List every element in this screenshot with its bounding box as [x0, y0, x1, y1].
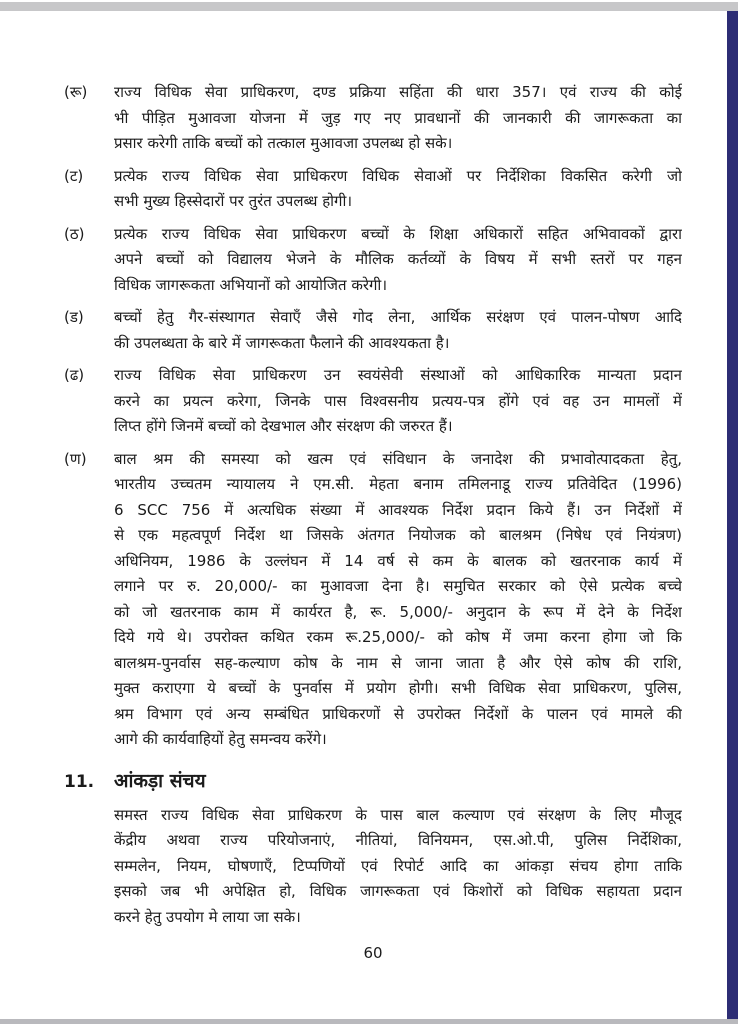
text-line: भी पीड़ित मुआवजा योजना में जुड़ गए नए प्रावधानों की जानकारी की जागरूकता का — [114, 108, 682, 127]
scan-edge-right — [727, 11, 738, 1020]
list-item-4 — [64, 305, 682, 356]
section-body-indent — [64, 803, 114, 931]
text-line: भारतीय उच्चतम न्यायालय ने एम.सी. मेहता बनाम तमिलनाडू राज्य प्रतिवेदित (1996) — [114, 475, 682, 493]
text-line: राज्य विधिक सेवा प्राधिकरण, दण्ड प्रक्रिया सहिंता की धारा 357। एवं राज्य की कोई — [114, 83, 682, 101]
text-line: लगाने पर रु. 20,000/- का मुआवजा देना है। समुचित सरकार को ऐसे प्रत्येक बच्चे — [114, 577, 682, 595]
text-line: बालश्रम-पुनर्वास सह-कल्याण कोष के नाम से जाना जाता है और ऐसे कोष की राशि, — [114, 653, 682, 672]
list-item-3 — [64, 222, 682, 299]
document-page-content — [64, 80, 682, 962]
page-number: 60 — [363, 944, 383, 962]
text-line: प्रसार करेगी ताकि बच्चों को तत्काल मुआवजा उपलब्ध हो सके। — [114, 134, 453, 152]
list-item-5 — [64, 363, 682, 440]
list-item-2 — [64, 164, 682, 215]
text-line: राज्य विधिक सेवा प्राधिकरण उन स्वयंसेवी संस्थाओं को आधिकारिक मान्यता प्रदान — [114, 366, 682, 384]
section-title: आंकड़ा संचय — [114, 769, 206, 792]
scan-edge-top — [0, 2, 738, 11]
text-line: आगे की कार्यवाहियों हेतु समन्वय करेंगे। — [114, 730, 327, 748]
section-body — [64, 803, 682, 931]
text-line: करने हेतु उपयोग मे लाया जा सके। — [114, 907, 301, 926]
list-item-text — [114, 222, 682, 299]
text-line: दिये गये थे। उपरोक्त कथित रकम रू.25,000/- को कोष में जमा करना होगा जो कि — [114, 628, 682, 646]
text-line: सम्मलेन, नियम, घोषणाएँ, टिप्पणियों एवं रिपोर्ट आदि का आंकड़ा संचय होगा ताकि — [114, 856, 682, 875]
section-body-text — [114, 803, 682, 931]
list-item-label: (ट) — [64, 166, 84, 185]
text-line: से एक महत्वपूर्ण निर्देश था जिसके अंतगत नियोजक को बालश्रम (निषेध एवं नियंत्रण) — [114, 526, 682, 544]
text-line: अधिनियम, 1986 के उल्लंघन में 14 वर्ष से कम के बालक को खतरनाक कार्य में — [114, 551, 682, 570]
list-item-label: (ढ) — [64, 366, 85, 384]
list-item-1 — [64, 80, 682, 157]
text-line: अपने बच्चों को विद्यालय भेजने के मौलिक कर्तव्यों के विषय में सभी स्तरों पर गहन — [114, 250, 682, 268]
text-line: 6 SCC 756 में अत्यधिक संख्या में आवश्यक निर्देश प्रदान किये हैं। उन निर्देशों में — [114, 500, 682, 519]
text-line: इसको जब भी अपेक्षित हो, विधिक जागरूकता एवं किशोरों को विधिक सहायता प्रदान — [114, 882, 682, 900]
list-item-label: (रू) — [64, 83, 88, 101]
list-item-6 — [64, 447, 682, 753]
text-line: बाल श्रम की समस्या को खत्म एवं संविधान के जनादेश की प्रभावोत्पादकता हेतु, — [114, 449, 682, 468]
list-item-text — [114, 164, 682, 215]
list-item-label: (ठ) — [64, 224, 85, 243]
text-line: प्रत्येक राज्य विधिक सेवा प्राधिकरण विधिक सेवाओं पर निर्देशिका विकसित करेगी जो — [114, 166, 682, 185]
section-heading — [64, 767, 682, 793]
text-line: सभी मुख्य हिस्सेदारों पर तुरंत उपलब्ध होगी। — [114, 192, 353, 210]
text-line: प्रत्येक राज्य विधिक सेवा प्राधिकरण बच्चों के शिक्षा अधिकारों सहित अभिवावकों द्वारा — [114, 224, 682, 243]
scan-edge-bottom — [0, 1019, 738, 1024]
text-line: श्रम विभाग एवं अन्य सम्बंधित प्राधिकरणों से उपरोक्त निर्देशों के पालन एवं मामले की — [114, 704, 682, 723]
section-number: 11. — [64, 771, 95, 792]
text-line: लिप्त होंगे जिनमें बच्चों को देखभाल और संरक्षण की जरुरत हैं। — [114, 417, 453, 435]
list-item-text — [114, 80, 682, 157]
list-item-text — [114, 447, 682, 753]
text-line: मुक्त कराएगा ये बच्चों के पुनर्वास में प्रयोग होगी। सभी विधिक सेवा प्राधिकरण, पुलिस, — [114, 679, 682, 697]
text-line: केंद्रीय अथवा राज्य परियोजनाएं, नीतियां, विनियमन, एस.ओ.पी, पुलिस निर्देशिका, — [114, 831, 682, 849]
list-item-text — [114, 363, 682, 440]
text-line: बच्चों हेतु गैर-संस्थागत सेवाएँ जैसे गोद लेना, आर्थिक सरंक्षण एवं पालन-पोषण आदि — [114, 308, 682, 326]
list-item-label: (ण) — [64, 449, 87, 468]
text-line: समस्त राज्य विधिक सेवा प्राधिकरण के पास बाल कल्याण एवं संरक्षण के लिए मौजूद — [114, 805, 682, 824]
text-line: की उपलब्धता के बारे में जागरूकता फैलाने की आवश्यकता है। — [114, 333, 450, 352]
text-line: को जो खतरनाक काम में कार्यरत है, रू. 5,000/- अनुदान के रूप में देने के निर्देश — [114, 602, 682, 621]
text-line: विधिक जागरूकता अभियानों को आयोजित करेगी। — [114, 275, 388, 294]
list-item-label: (ड) — [64, 308, 84, 326]
text-line: करने का प्रयत्न करेगा, जिनके पास विश्वसनीय प्रत्यय-पत्र होंगे एवं वह उन मामलों में — [114, 391, 682, 410]
list-item-text — [114, 305, 682, 356]
